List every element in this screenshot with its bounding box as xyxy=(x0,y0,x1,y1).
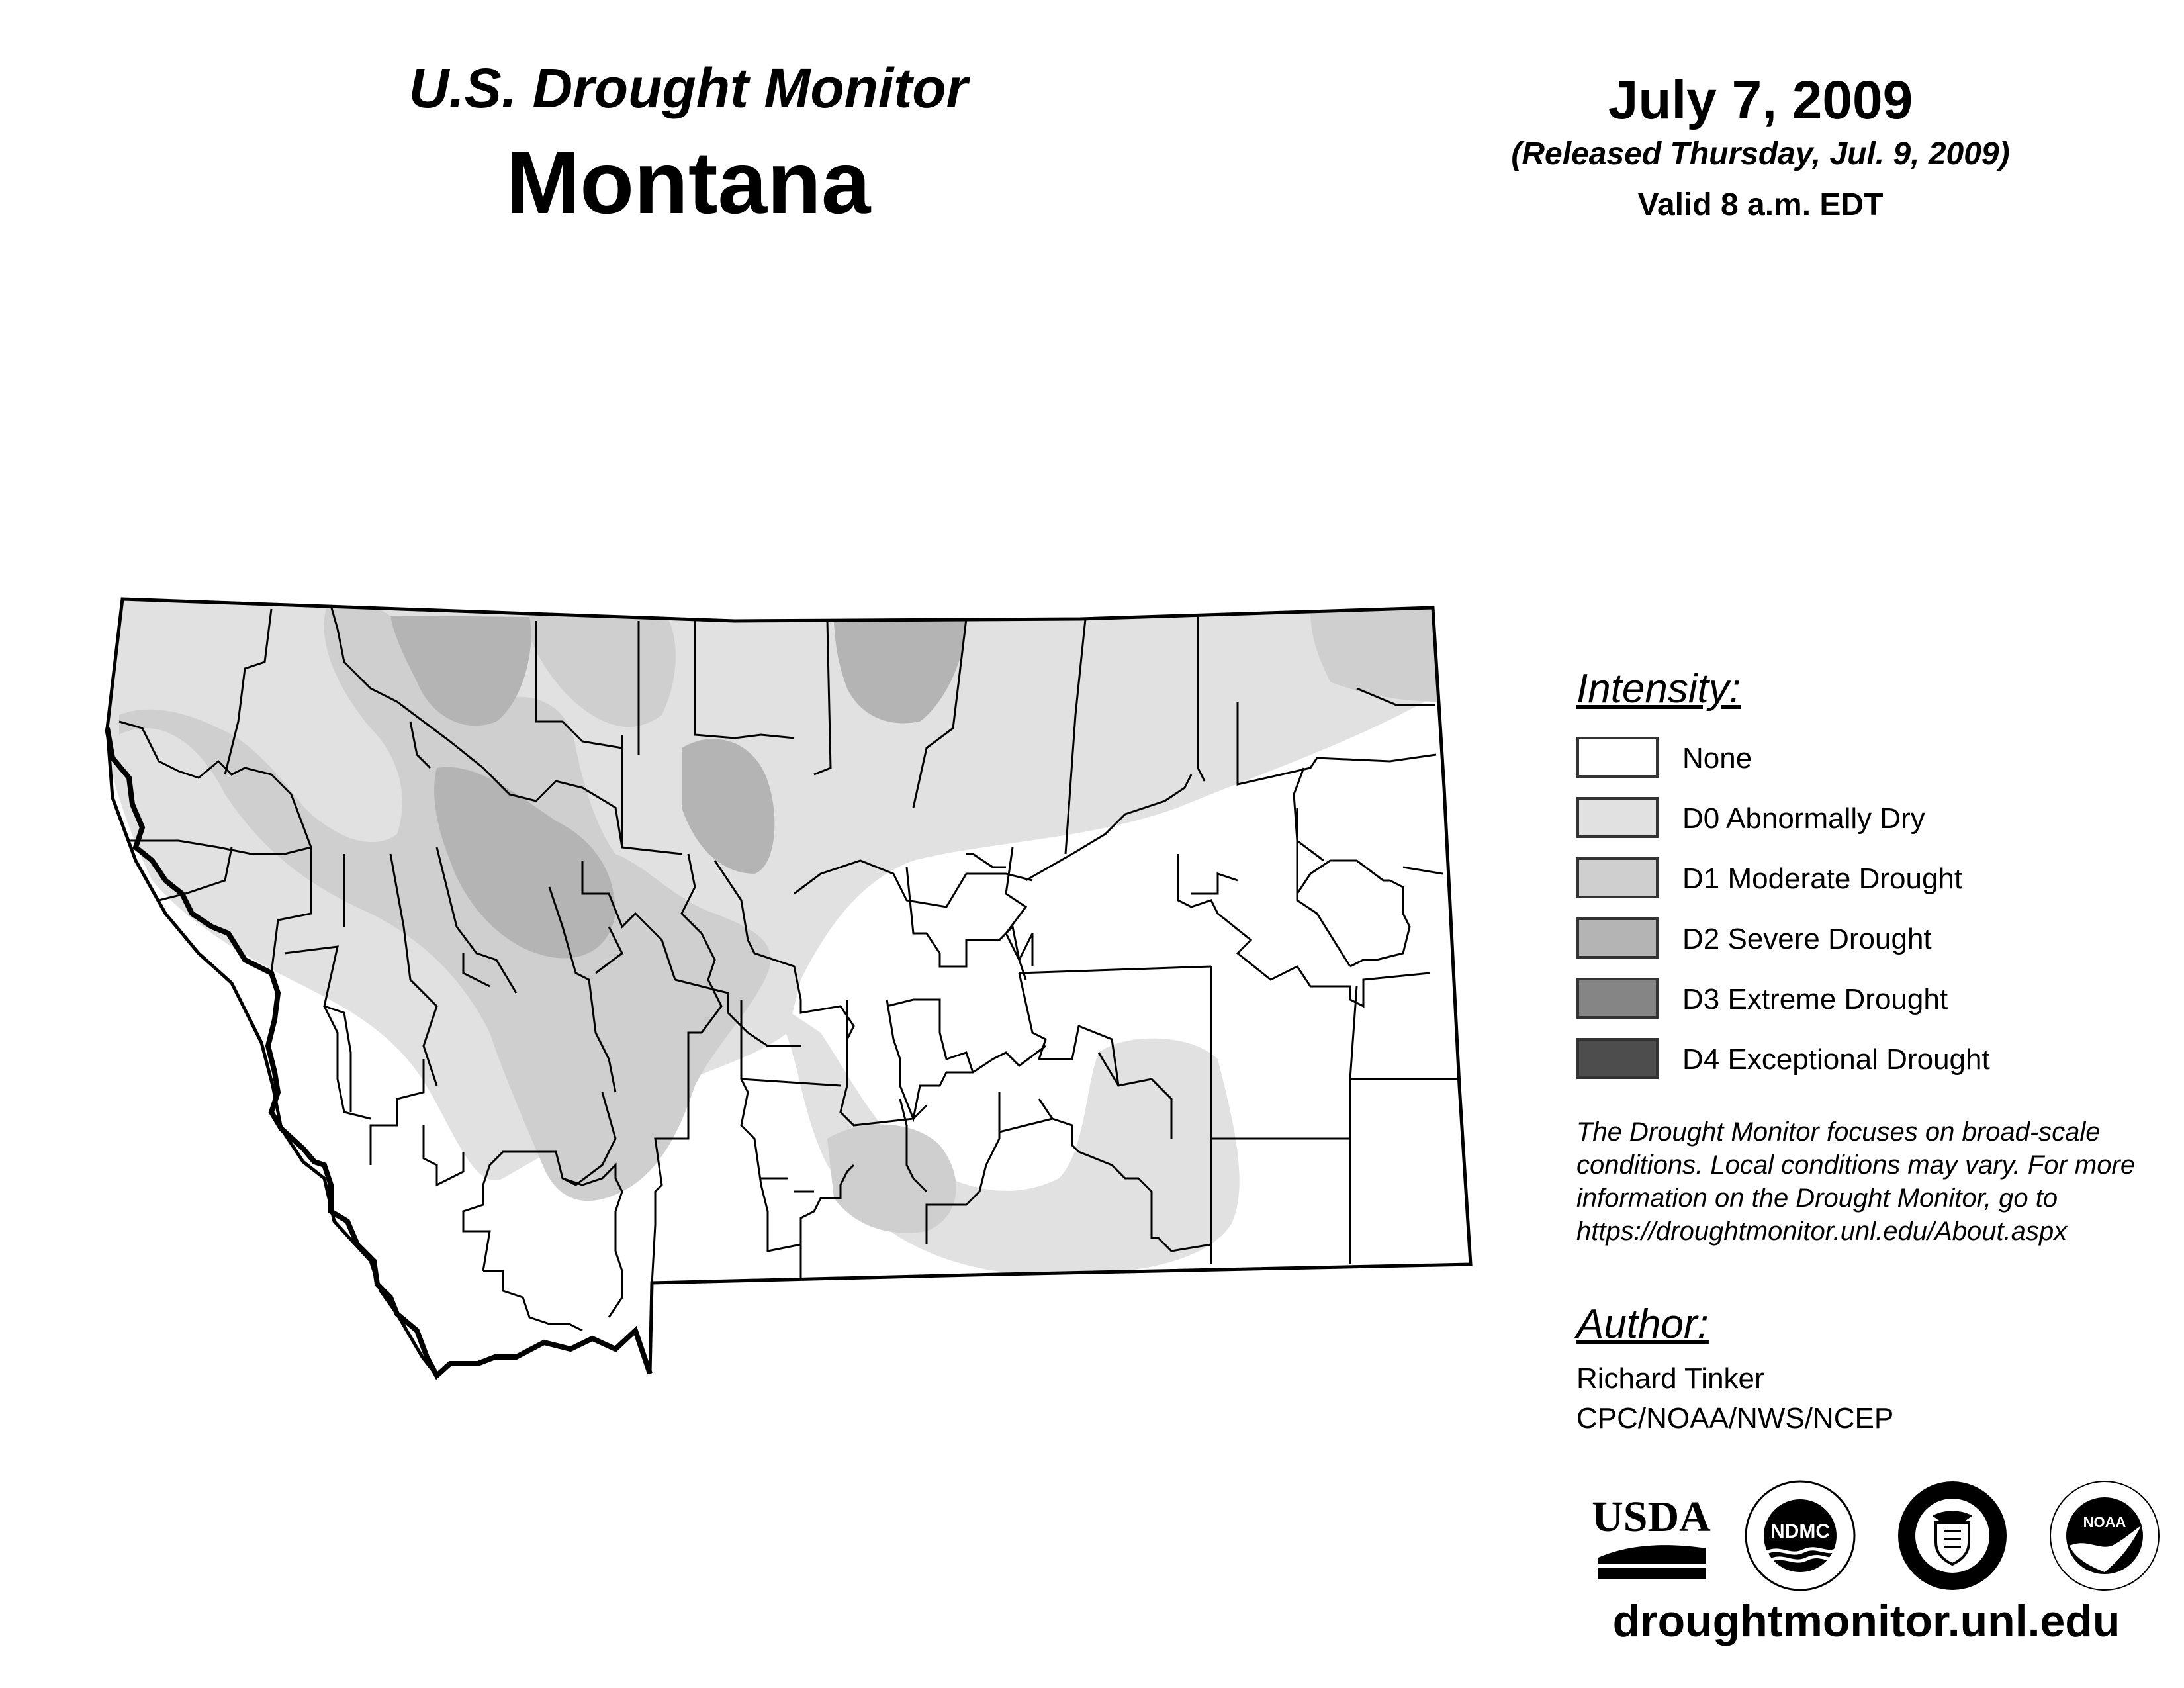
legend-item-d3 xyxy=(1576,978,2106,1024)
note-line: information on the Drought Monitor, go to xyxy=(1576,1184,2058,1213)
legend-item-d1 xyxy=(1576,857,2106,904)
drought-area-d1-south-central xyxy=(827,1125,956,1233)
legend-swatch xyxy=(1576,1038,1659,1079)
legend-heading: Intensity: xyxy=(1576,666,1741,712)
valid-time: Valid 8 a.m. EDT xyxy=(1637,187,1884,222)
author-name: Richard Tinker xyxy=(1576,1362,1764,1395)
legend-item-d4 xyxy=(1576,1038,2106,1084)
author-org: CPC/NOAA/NWS/NCEP xyxy=(1576,1402,1894,1434)
note-link[interactable]: https://droughtmonitor.unl.edu/About.aspx xyxy=(1576,1217,2068,1246)
usda-logo-text: USDA xyxy=(1592,1493,1711,1541)
site-url[interactable]: droughtmonitor.unl.edu xyxy=(1612,1596,2120,1646)
ndmc-logo-text: NDMC xyxy=(1770,1521,1830,1542)
legend-swatch xyxy=(1576,917,1659,959)
disclaimer-note xyxy=(1576,1115,2159,1248)
legend-label: D1 Moderate Drought xyxy=(1682,863,1963,895)
legend-swatch xyxy=(1576,978,1659,1019)
legend-label: None xyxy=(1682,742,1752,774)
usda-logo xyxy=(1592,1479,1711,1592)
noaa-logo-text: NOAA xyxy=(2083,1514,2126,1530)
legend-swatch xyxy=(1576,737,1659,778)
release-date: (Released Thursday, Jul. 9, 2009) xyxy=(1511,136,2010,171)
legend-item-d0 xyxy=(1576,797,2106,843)
author-heading: Author: xyxy=(1576,1301,1709,1347)
department-of-commerce-seal xyxy=(1896,1479,2009,1592)
legend-swatch xyxy=(1576,797,1659,838)
legend-label: D4 Exceptional Drought xyxy=(1682,1043,1990,1076)
note-line: conditions. Local conditions may vary. For more xyxy=(1576,1150,2136,1180)
legend-item-d2 xyxy=(1576,917,2106,964)
legend-item-none xyxy=(1576,737,2106,783)
drought-area-d0-north xyxy=(99,583,1456,1180)
noaa-logo xyxy=(2048,1479,2161,1592)
drought-layer xyxy=(99,583,1456,1275)
legend-label: D2 Severe Drought xyxy=(1682,923,1932,955)
legend-label: D3 Extreme Drought xyxy=(1682,983,1948,1015)
legend-swatch xyxy=(1576,857,1659,898)
legend-label: D0 Abnormally Dry xyxy=(1682,802,1925,835)
ndmc-logo xyxy=(1744,1479,1856,1592)
map-date: July 7, 2009 xyxy=(1608,70,1913,130)
map-title: Montana xyxy=(506,134,871,232)
note-line: The Drought Monitor focuses on broad-scale xyxy=(1576,1117,2101,1147)
map-subtitle: U.S. Drought Monitor xyxy=(408,57,968,119)
